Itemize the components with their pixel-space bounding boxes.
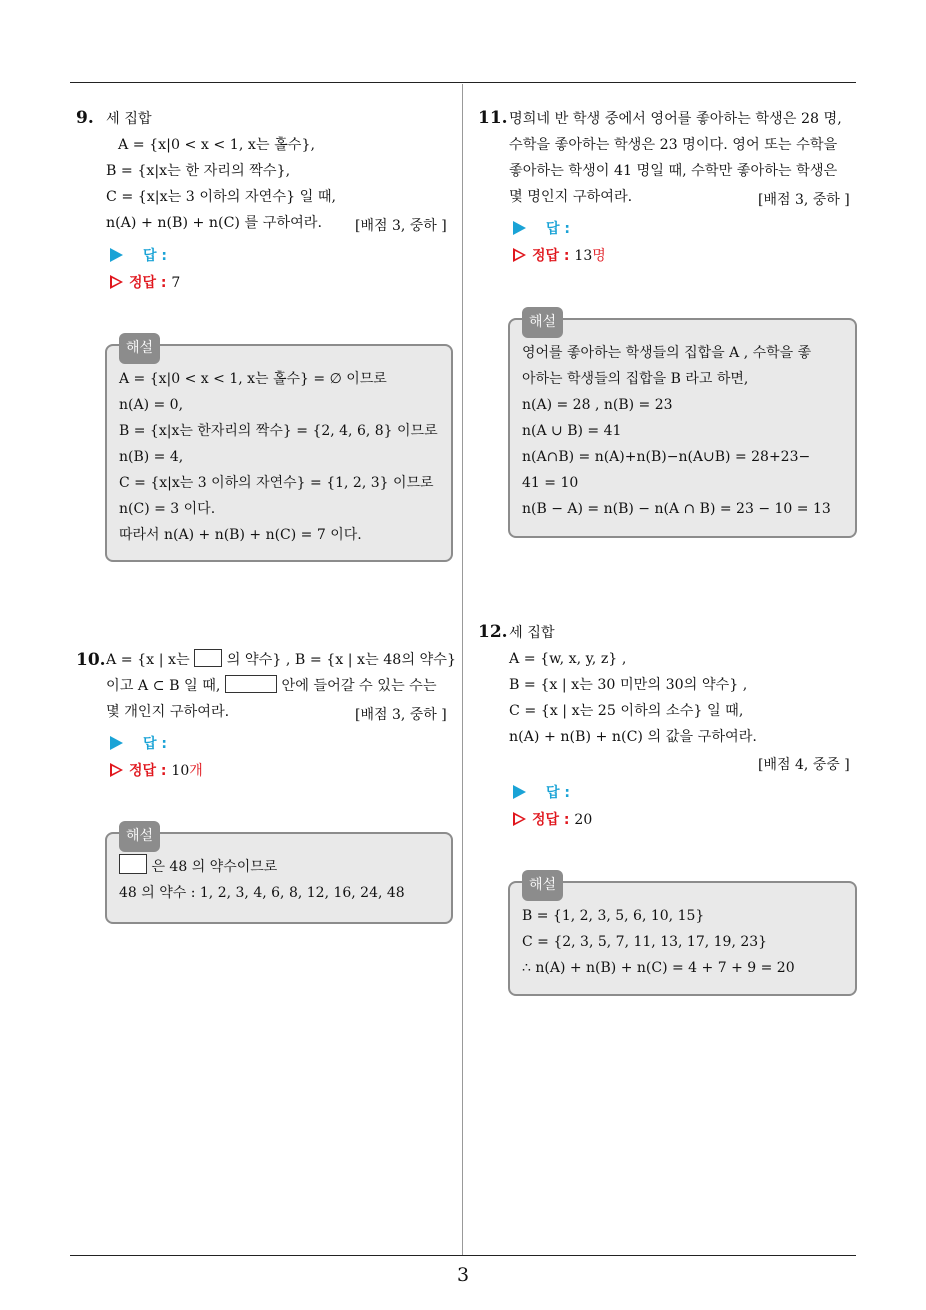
play-icon	[110, 248, 123, 262]
problem-text-line: A = {w, x, y, z} ,	[509, 651, 627, 667]
explanation-box	[508, 314, 857, 538]
answer-row	[110, 243, 167, 269]
problem-number: 10.	[76, 650, 106, 670]
problem-text: 의 약수} , B = {x | x는 48의 약수}	[226, 652, 456, 668]
explanation-line: B = {1, 2, 3, 5, 6, 10, 15}	[522, 908, 705, 924]
explanation-line: ∴ n(A) + n(B) + n(C) = 4 + 7 + 9 = 20	[522, 960, 795, 976]
outline-triangle-icon	[513, 248, 526, 262]
score-meta: [배점 4, 중중 ]	[758, 757, 850, 773]
problem-text-line: 세 집합	[509, 625, 555, 641]
problem-number: 12.	[478, 622, 508, 642]
explanation-line: 영어를 좋아하는 학생들의 집합을 A , 수학을 좋	[522, 345, 812, 361]
explanation-line: 아하는 학생들의 집합을 B 라고 하면,	[522, 371, 749, 387]
explanation-line: n(C) = 3 이다.	[119, 501, 216, 517]
answer-label: 답 :	[546, 221, 570, 237]
problem-text-line: A = {x|0 < x < 1, x는 홀수},	[118, 137, 316, 153]
explanation-line: 41 = 10	[522, 475, 579, 491]
explanation-line: n(A∩B) = n(A)+n(B)−n(A∪B) = 28+23−	[522, 449, 811, 465]
solution-value: 10	[171, 763, 190, 779]
explanation-box	[508, 877, 857, 996]
solution-row	[513, 243, 606, 269]
score-meta: [배점 3, 중하 ]	[355, 218, 447, 234]
solution-unit: 명	[592, 248, 606, 264]
solution-label: 정답 :	[129, 275, 167, 291]
explanation-line: n(A ∪ B) = 41	[522, 423, 622, 439]
top-rule	[70, 82, 856, 83]
answer-label: 답 :	[143, 736, 167, 752]
problem-text-line: 좋아하는 학생이 41 명일 때, 수학만 좋아하는 학생은	[509, 163, 838, 179]
problem-text-line: 세 집합	[106, 111, 152, 127]
answer-label: 답 :	[143, 248, 167, 264]
problem-text-line: B = {x | x는 30 미만의 30의 약수} ,	[509, 677, 748, 693]
play-icon	[513, 221, 526, 235]
outline-triangle-icon	[110, 275, 123, 289]
problem-text-line: 수학을 좋아하는 학생은 23 명이다. 영어 또는 수학을	[509, 137, 838, 153]
solution-label: 정답 :	[532, 248, 570, 264]
explanation-line: 48 의 약수 : 1, 2, 3, 4, 6, 8, 12, 16, 24, 48	[119, 885, 405, 901]
explanation-tag: 해설	[522, 870, 563, 901]
answer-label: 답 :	[546, 785, 570, 801]
play-icon	[110, 736, 123, 750]
solution-row	[110, 270, 180, 296]
explanation-text: 은 48 의 약수이므로	[151, 859, 278, 875]
solution-value: 7	[171, 275, 181, 291]
problem-text: 이고 A ⊂ B 일 때,	[106, 678, 221, 694]
problem-text: 안에 들어갈 수 있는 수는	[281, 678, 437, 694]
problem-text-line: n(A) + n(B) + n(C) 를 구하여라.	[106, 215, 323, 231]
solution-row	[513, 807, 592, 833]
explanation-line: 따라서 n(A) + n(B) + n(C) = 7 이다.	[119, 527, 362, 543]
answer-blank-box	[119, 854, 147, 874]
explanation-box	[105, 340, 453, 562]
problem-text-line	[106, 673, 437, 699]
explanation-line: n(A) = 28 , n(B) = 23	[522, 397, 673, 413]
explanation-line: B = {x|x는 한자리의 짝수} = {2, 4, 6, 8} 이므로	[119, 423, 438, 439]
bottom-rule	[70, 1255, 856, 1256]
solution-row	[110, 758, 203, 784]
problem-text-line: C = {x|x는 3 이하의 자연수} 일 때,	[106, 189, 337, 205]
answer-row	[513, 780, 570, 806]
explanation-tag: 해설	[119, 333, 160, 364]
explanation-tag: 해설	[119, 821, 160, 852]
problem-text-line: 몇 명인지 구하여라.	[509, 189, 633, 205]
problem-number: 11.	[478, 108, 508, 128]
solution-value: 20	[574, 812, 593, 828]
solution-label: 정답 :	[129, 763, 167, 779]
answer-row	[513, 216, 570, 242]
outline-triangle-icon	[513, 812, 526, 826]
explanation-line: C = {x|x는 3 이하의 자연수} = {1, 2, 3} 이므로	[119, 475, 434, 491]
explanation-line: n(A) = 0,	[119, 397, 184, 413]
solution-unit: 개	[189, 763, 203, 779]
answer-blank-box	[194, 649, 222, 667]
answer-row	[110, 731, 167, 757]
explanation-tag: 해설	[522, 307, 563, 338]
problem-text-line: C = {x | x는 25 이하의 소수} 일 때,	[509, 703, 744, 719]
problem-text-line: B = {x|x는 한 자리의 짝수},	[106, 163, 291, 179]
outline-triangle-icon	[110, 763, 123, 777]
explanation-line: C = {2, 3, 5, 7, 11, 13, 17, 19, 23}	[522, 934, 768, 950]
explanation-line: A = {x|0 < x < 1, x는 홀수} = ∅ 이므로	[119, 371, 387, 387]
explanation-line: n(B) = 4,	[119, 449, 184, 465]
score-meta: [배점 3, 중하 ]	[355, 707, 447, 723]
problem-text-line: n(A) + n(B) + n(C) 의 값을 구하여라.	[509, 729, 757, 745]
answer-blank-box	[225, 675, 277, 693]
problem-text-line: 명희네 반 학생 중에서 영어를 좋아하는 학생은 28 명,	[509, 111, 842, 127]
problem-number: 9.	[76, 108, 94, 128]
page-number: 3	[456, 1264, 470, 1286]
problem-text: A = {x | x는	[106, 652, 190, 668]
solution-label: 정답 :	[532, 812, 570, 828]
score-meta: [배점 3, 중하 ]	[758, 192, 850, 208]
explanation-box	[105, 828, 453, 924]
problem-text-line: 몇 개인지 구하여라.	[106, 704, 230, 720]
problem-text-line	[106, 647, 456, 673]
play-icon	[513, 785, 526, 799]
solution-value: 13	[574, 248, 593, 264]
explanation-line: n(B − A) = n(B) − n(A ∩ B) = 23 − 10 = 13	[522, 501, 831, 517]
explanation-line	[119, 854, 277, 880]
column-divider	[462, 84, 463, 1256]
